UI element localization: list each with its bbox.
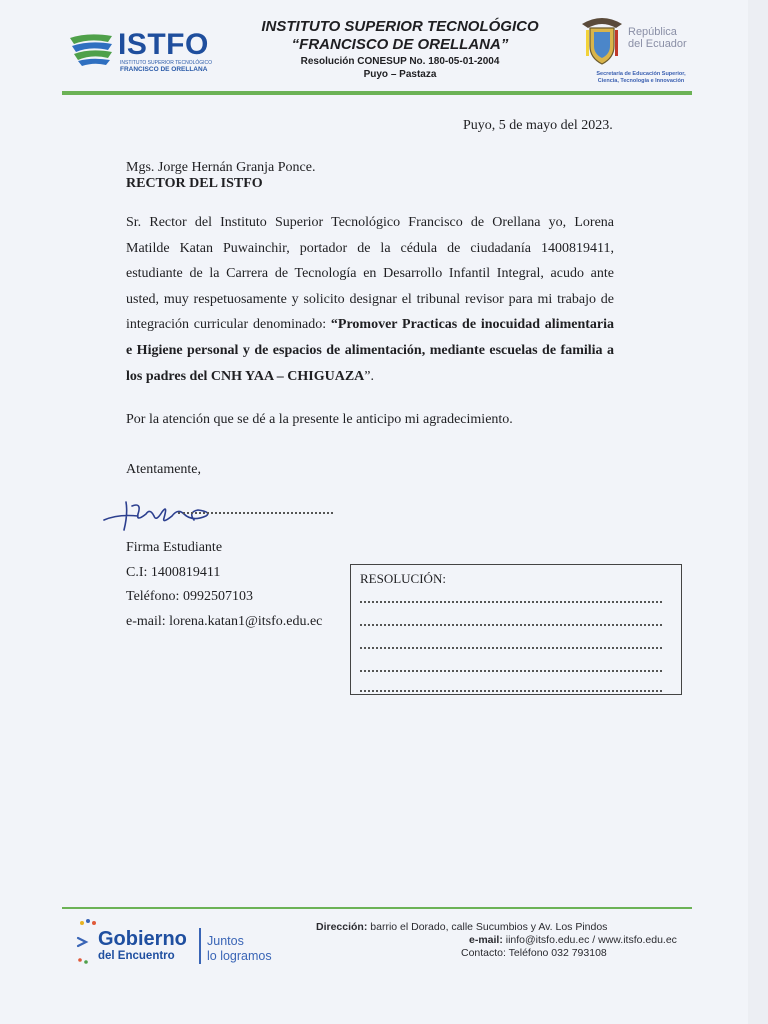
addressee-name: Mgs. Jorge Hernán Granja Ponce. [126, 160, 316, 175]
ecuador-coat-of-arms-icon [578, 12, 626, 68]
resolution-box [350, 564, 682, 695]
addressee-title: RECTOR DEL ISTFO [126, 176, 263, 191]
secretaria-line-2: Ciencia, Tecnología e Innovación [597, 77, 685, 84]
slogan-line-2: lo logramos [207, 949, 272, 963]
footer-divider [62, 907, 692, 909]
signature-line [178, 512, 333, 514]
project-title: “Promover Practicas de inocuidad alimentaria e Higiene personal y de espacios de alimentación, mediante escuelas de familia a los padres del CNH YAA – CHIGUAZA [126, 317, 614, 384]
resolution-title: RESOLUCIÓN: [360, 571, 446, 586]
body-end: ”. [364, 368, 375, 384]
address-label: Dirección: [316, 921, 368, 933]
gobierno-logo-icon [74, 918, 100, 968]
student-phone: Teléfono: 0992507103 [126, 589, 253, 604]
resolution-number: Resolución CONESUP No. 180-05-01-2004 [300, 56, 500, 67]
header-divider [62, 91, 692, 95]
gobierno-slogan [207, 934, 272, 964]
closing: Atentamente, [126, 462, 202, 477]
secretaria-label [586, 71, 696, 84]
resolution-line [360, 647, 662, 649]
student-info [126, 536, 322, 634]
student-email: e-mail: lorena.katan1@itsfo.edu.ec [126, 613, 323, 629]
istfo-leaf-icon [68, 30, 116, 68]
institution-line-2: “FRANCISCO DE ORELLANA” [291, 36, 509, 53]
resolution-line [360, 670, 662, 672]
institution-heading [240, 18, 560, 81]
body-intro: Sr. Rector del Instituto Superior Tecnológico Francisco de Orellana yo, Lorena Matilde Katan Puwainchir, portador de la cédula de ciudadanía 1400819411, estudiante de la Carrera de Tecnología en Desarrollo Infantil Integral, acudo ante usted, muy respetuosamente y solicito designar el tribunal revisor para mi trabajo de integración curricular denominado: [126, 215, 614, 333]
secretaria-line-1: Secretaría de Educación Superior, [596, 71, 686, 77]
istfo-logo-subtitle: INSTITUTO SUPERIOR TECNOLÓGICO [120, 60, 213, 66]
address-value: barrio el Dorado, calle Sucumbios y Av. Los Pindos [367, 921, 608, 933]
gobierno-separator [199, 928, 201, 964]
footer-address [316, 921, 607, 933]
istfo-logo-subtitle-name: FRANCISCO DE ORELLANA [120, 66, 208, 73]
institution-city: Puyo – Pastaza [363, 69, 437, 80]
signature-label: Firma Estudiante [126, 540, 223, 555]
footer-email [469, 934, 677, 946]
resolution-line [360, 690, 662, 692]
republica-line-1: República [628, 26, 677, 38]
resolution-line [360, 624, 662, 626]
institution-line-1: INSTITUTO SUPERIOR TECNOLÓGICO [261, 18, 539, 35]
gobierno-subtitle: del Encuentro [98, 950, 175, 962]
istfo-logo [68, 26, 218, 74]
resolution-line [360, 601, 662, 603]
thanks-line: Por la atención que se dé a la presente le anticipo mi agradecimiento. [126, 412, 513, 427]
email-value: iinfo@itsfo.edu.ec / www.itsfo.edu.ec [502, 934, 677, 946]
gobierno-title: Gobierno [98, 928, 187, 950]
republica-line-2: del Ecuador [628, 38, 687, 50]
letter-body [126, 210, 614, 389]
istfo-logo-text: ISTFO [118, 28, 209, 61]
republica-label [628, 26, 687, 50]
footer-contact: Contacto: Teléfono 032 793108 [461, 947, 607, 959]
letter-date: Puyo, 5 de mayo del 2023. [463, 118, 613, 133]
student-ci: C.I: 1400819411 [126, 564, 221, 580]
slogan-line-1: Juntos [207, 934, 244, 948]
email-label: e-mail: [469, 934, 503, 946]
addressee-block [126, 160, 315, 192]
